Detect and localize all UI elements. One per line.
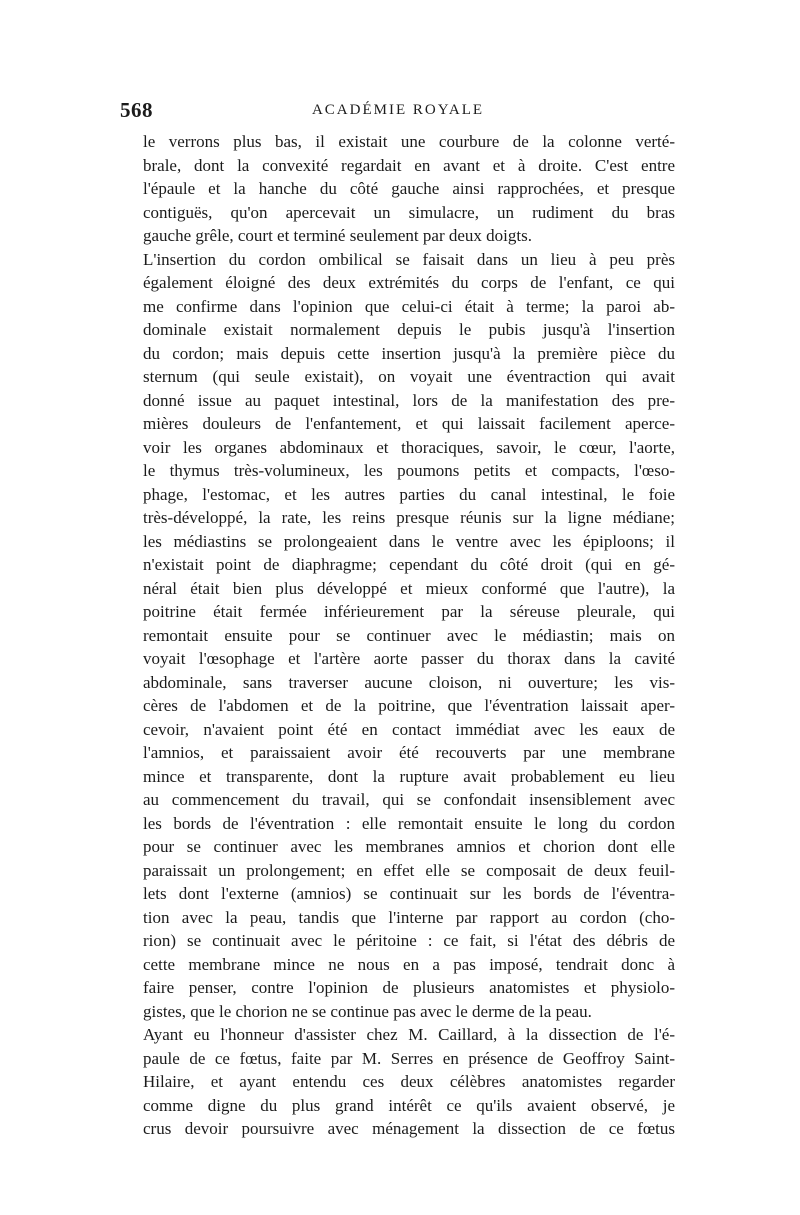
text-line: paraissait un prolongement; en effet elle se composait de deux feuil- — [143, 860, 675, 880]
text-line: L'insertion du cordon ombilical se faisait dans un lieu à peu près — [143, 249, 675, 269]
text-line: tion avec la peau, tandis que l'interne par rapport au cordon (cho- — [143, 907, 675, 927]
text-line: faire penser, contre l'opinion de plusieurs anatomistes et physiolo- — [143, 978, 675, 997]
text-line: brale, dont la convexité regardait en avant et à droite. C'est entre — [143, 155, 675, 175]
text-line: cevoir, n'avaient point été en contact immédiat avec les eaux de — [143, 719, 675, 739]
page-header — [120, 98, 676, 124]
text-line: Hilaire, et ayant entendu ces deux célèbres anatomistes regarder — [143, 1072, 675, 1091]
text-line: remontait ensuite pour se continuer avec le médiastin; mais on — [143, 625, 675, 645]
text-line: dominale existait normalement depuis le pubis jusqu'à l'insertion — [143, 320, 675, 339]
text-line: l'épaule et la hanche du côté gauche ainsi rapprochées, et presque — [143, 179, 675, 198]
text-line: crus devoir poursuivre avec ménagement la dissection de ce fœtus — [143, 1119, 675, 1138]
text-line: abdominale, sans traverser aucune cloison, ni ouverture; les vis- — [143, 672, 675, 692]
text-line: néral était bien plus développé et mieux conformé que l'autre), la — [143, 578, 675, 598]
text-line: également éloigné des deux extrémités du corps de l'enfant, ce qui — [143, 273, 675, 292]
text-line: comme digne du plus grand intérêt ce qu'ils avaient observé, je — [143, 1095, 675, 1115]
text-line: rion) se continuait avec le péritoine : ce fait, si l'état des débris de — [143, 931, 675, 950]
text-line: Ayant eu l'honneur d'assister chez M. Caillard, à la dissection de l'é- — [143, 1025, 675, 1044]
text-line: paule de ce fœtus, faite par M. Serres en présence de Geoffroy Saint- — [143, 1048, 675, 1068]
text-line: poitrine était fermée inférieurement par la séreuse pleurale, qui — [143, 602, 675, 621]
text-line: les médiastins se prolongeaient dans le ventre avec les épiploons; il — [143, 531, 675, 551]
text-line: au commencement du travail, qui se confondait insensiblement avec — [143, 790, 675, 809]
body-text — [143, 130, 675, 1141]
text-line: mince et transparente, dont la rupture avait probablement eu lieu — [143, 766, 675, 786]
running-head: ACADÉMIE ROYALE — [311, 102, 485, 118]
text-line: du cordon; mais depuis cette insertion jusqu'à la première pièce du — [143, 343, 675, 363]
text-line: mières douleurs de l'enfantement, et qui laissait facilement aperce- — [143, 414, 675, 433]
text-line: l'amnios, et paraissaient avoir été recouverts par une membrane — [143, 743, 675, 762]
text-line: gauche grêle, court et terminé seulement par deux doigts. — [143, 226, 532, 245]
text-line: voir les organes abdominaux et thoraciques, savoir, le cœur, l'aorte, — [143, 437, 675, 457]
text-line: n'existait point de diaphragme; cependant du côté droit (qui en gé- — [143, 555, 675, 574]
text-line: pour se continuer avec les membranes amnios et chorion dont elle — [143, 837, 675, 856]
text-line: contiguës, qu'on apercevait un simulacre, un rudiment du bras — [143, 202, 675, 222]
text-line: le thymus très-volumineux, les poumons petits et compacts, l'œso- — [143, 461, 675, 480]
text-line: lets dont l'externe (amnios) se continuait sur les bords de l'éventra- — [143, 884, 675, 903]
text-line: très-développé, la rate, les reins presque réunis sur la ligne médiane; — [143, 508, 675, 527]
text-line: phage, l'estomac, et les autres parties du canal intestinal, le foie — [143, 484, 675, 504]
text-line: gistes, que le chorion ne se continue pas avec le derme de la peau. — [143, 1001, 592, 1021]
text-line: cette membrane mince ne nous en a pas imposé, tendrait donc à — [143, 954, 675, 974]
text-line: cères de l'abdomen et de la poitrine, que l'éventration laissait aper- — [143, 696, 675, 715]
text-line: voyait l'œsophage et l'artère aorte passer du thorax dans la cavité — [143, 649, 675, 668]
text-line: donné issue au paquet intestinal, lors de la manifestation des pre- — [143, 390, 675, 410]
text-line: sternum (qui seule existait), on voyait une éventraction qui avait — [143, 367, 675, 386]
text-line: les bords de l'éventration : elle remontait ensuite le long du cordon — [143, 813, 675, 833]
text-line: le verrons plus bas, il existait une courbure de la colonne verté- — [143, 132, 675, 151]
text-line: me confirme dans l'opinion que celui-ci était à terme; la paroi ab- — [143, 296, 675, 316]
page-number: 568 — [120, 98, 153, 122]
